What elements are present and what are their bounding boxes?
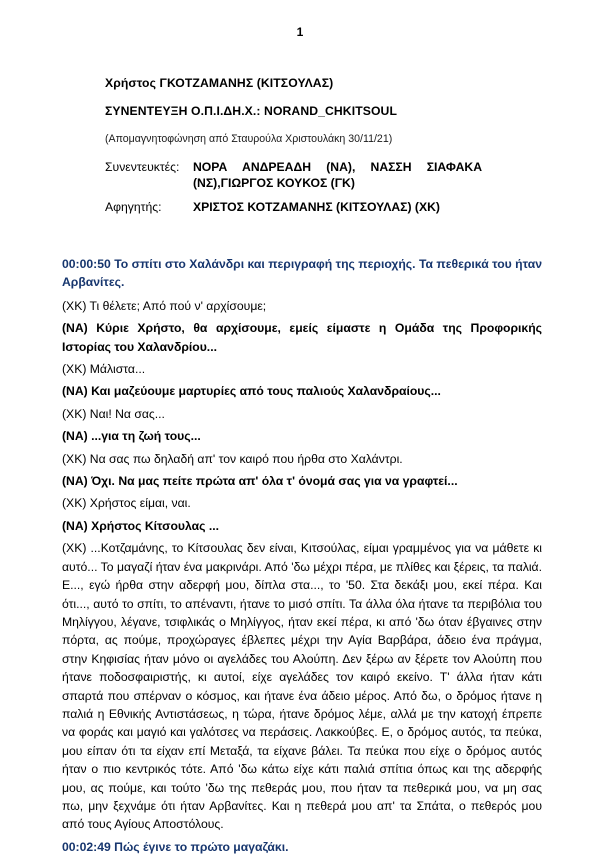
transcript-body	[62, 255, 542, 856]
interviewers-value-line1: ΝΟΡΑ ΑΝΔΡΕΑΔΗ (ΝΑ), ΝΑΣΣΗ ΣΙΑΦΑΚΑ	[193, 160, 482, 174]
dialogue-paragraph: (ΝΑ) Κύριε Χρήστο, θα αρχίσουμε, εμείς είμαστε η Ομάδα της Προφορικής Ιστορίας του Χαλανδρίου...	[62, 321, 542, 354]
document-header	[105, 75, 542, 215]
dialogue-paragraph: (ΝΑ) ...για τη ζωή τους...	[62, 429, 201, 444]
interviewers-label: Συνεντευκτές:	[105, 160, 180, 174]
dialogue-paragraph: (ΝΑ) Όχι. Να μας πείτε πρώτα απ' όλα τ' όνομά σας για να γραφτεί...	[62, 474, 458, 489]
dialogue-paragraph: (ΝΑ) Και μαζεύουμε μαρτυρίες από τους παλιούς Χαλανδραίους...	[62, 384, 441, 399]
dialogue-paragraph: (ΧΚ) Τι θέλετε; Από πού ν' αρχίσουμε;	[62, 298, 267, 313]
interviewers-row	[105, 159, 542, 191]
dialogue-paragraph: (ΧΚ) Χρήστος είμαι, ναι.	[62, 496, 191, 511]
dialogue-paragraph: (ΝΑ) Χρήστος Κίτσουλας ...	[62, 518, 219, 533]
interview-code-line: ΣΥΝΕΝΤΕΥΞΗ Ο.Π.Ι.ΔΗ.Χ.: NORAND_CHKITSOUL	[105, 104, 397, 118]
transcription-note: (Απομαγνητοφώνηση από Σταυρούλα Χριστουλάκη 30/11/21)	[105, 133, 393, 145]
dialogue-paragraph: (ΧΚ) Μάλιστα...	[62, 362, 146, 377]
page-number: 1	[296, 25, 304, 39]
dialogue-paragraph: (ΧΚ) Να σας πω δηλαδή απ' τον καιρό που ήρθα στο Χαλάντρι.	[62, 451, 403, 466]
dialogue-paragraph: (ΧΚ) Ναι! Να σας...	[62, 406, 165, 421]
interviewers-value-line2: (ΝΣ),ΓΙΩΡΓΟΣ ΚΟΥΚΟΣ (ΓΚ)	[193, 176, 355, 190]
narrator-row	[105, 199, 542, 215]
timestamp-section-heading: 00:00:50 Το σπίτι στο Χαλάνδρι και περιγραφή της περιοχής. Τα πεθερικά του ήταν Αρβανίτες.	[62, 257, 542, 290]
interviewers-value	[193, 159, 482, 191]
timestamp-section-heading: 00:02:49 Πώς έγινε το πρώτο μαγαζάκι.	[62, 839, 289, 854]
narrator-value: ΧΡΙΣΤΟΣ ΚΟΤΖΑΜΑΝΗΣ (ΚΙΤΣΟΥΛΑΣ) (ΧΚ)	[193, 200, 440, 214]
narrator-label: Αφηγητής:	[105, 200, 162, 214]
narrator-name-title: Χρήστος ΓΚΟΤΖΑΜΑΝΗΣ (ΚΙΤΣΟΥΛΑΣ)	[105, 76, 334, 90]
dialogue-paragraph: (ΧΚ) ...Κοτζαμάνης, το Κίτσουλας δεν είναι, Κιτσούλας, είμαι γραμμένος για να μάθετε κι αυτό... Το μαγαζί ήταν ένα μακρινάρι. Από 'δω μέχρι πέρα, με πλίθες και ξέρεις, τα παλιά. Ε..., εγώ ήρθα στην αδερφή μου, δίπλα στα..., το '50. Στα δεκάξι μου, εκεί πέρα. Και ότι..., αυτό το σπίτι, το απέναντι, ήτανε το μισό σπίτι. Τα άλλα όλα ήτανε τα περιβόλια του Μηλίγγου, λέγανε, τσιφλικάς ο Μηλίγγος, ήταν εκεί πέρα, κι από 'δω όταν έβγαινες στην πόρτα, ας πούμε, προχώραγες έβλεπες μέχρι την Αγία Βαρβάρα, άδειο ένα πράγμα, στην Κηφισίας ήταν μόνο οι αγελάδες του Αλούπη. Δεν ξέρω αν ξέρετε τον Αλούπη που ήτανε ποδοσφαιριστής, κι αυτοί, είχε αγελάδες τον καιρό εκείνο. Τ' άλλα ήταν κάτι σπαρτά που σπέρναν ο κόσμος, και ήτανε ένα άδειο μέρος. Από δω, ο δρόμος ήτανε η παλιά η Εθνικής Αντιστάσεως, η τώρα, ήτανε δρόμος λέμε, αλλά με την κατοχή έπρεπε να φοράς και μαγιό και γαλότσες να περάσεις. Λακκούβες. Ε, ο δρόμος αυτός, τα πεύκα, μου είπαν ότι τα είχαν επί Μεταξά, τα είχανε βάλει. Τα πεύκα που είχε ο δρόμος αυτός ήταν ο πιο κεντρικός τότε. Από 'δω κάτω είχε κάτι παλιά σπίτια όπως και της αδερφής μου, ας πούμε, και τούτο 'δω της πεθεράς μου, που ήταν τα πεθερικά μου, να μη σας πω, μην ξεχνάμε ότι ήταν Αρβανίτες. Και η πεθερά μου απ' τα Σπάτα, ο πεθερός μου από τους Αγίους Αποστόλους.	[62, 541, 542, 832]
